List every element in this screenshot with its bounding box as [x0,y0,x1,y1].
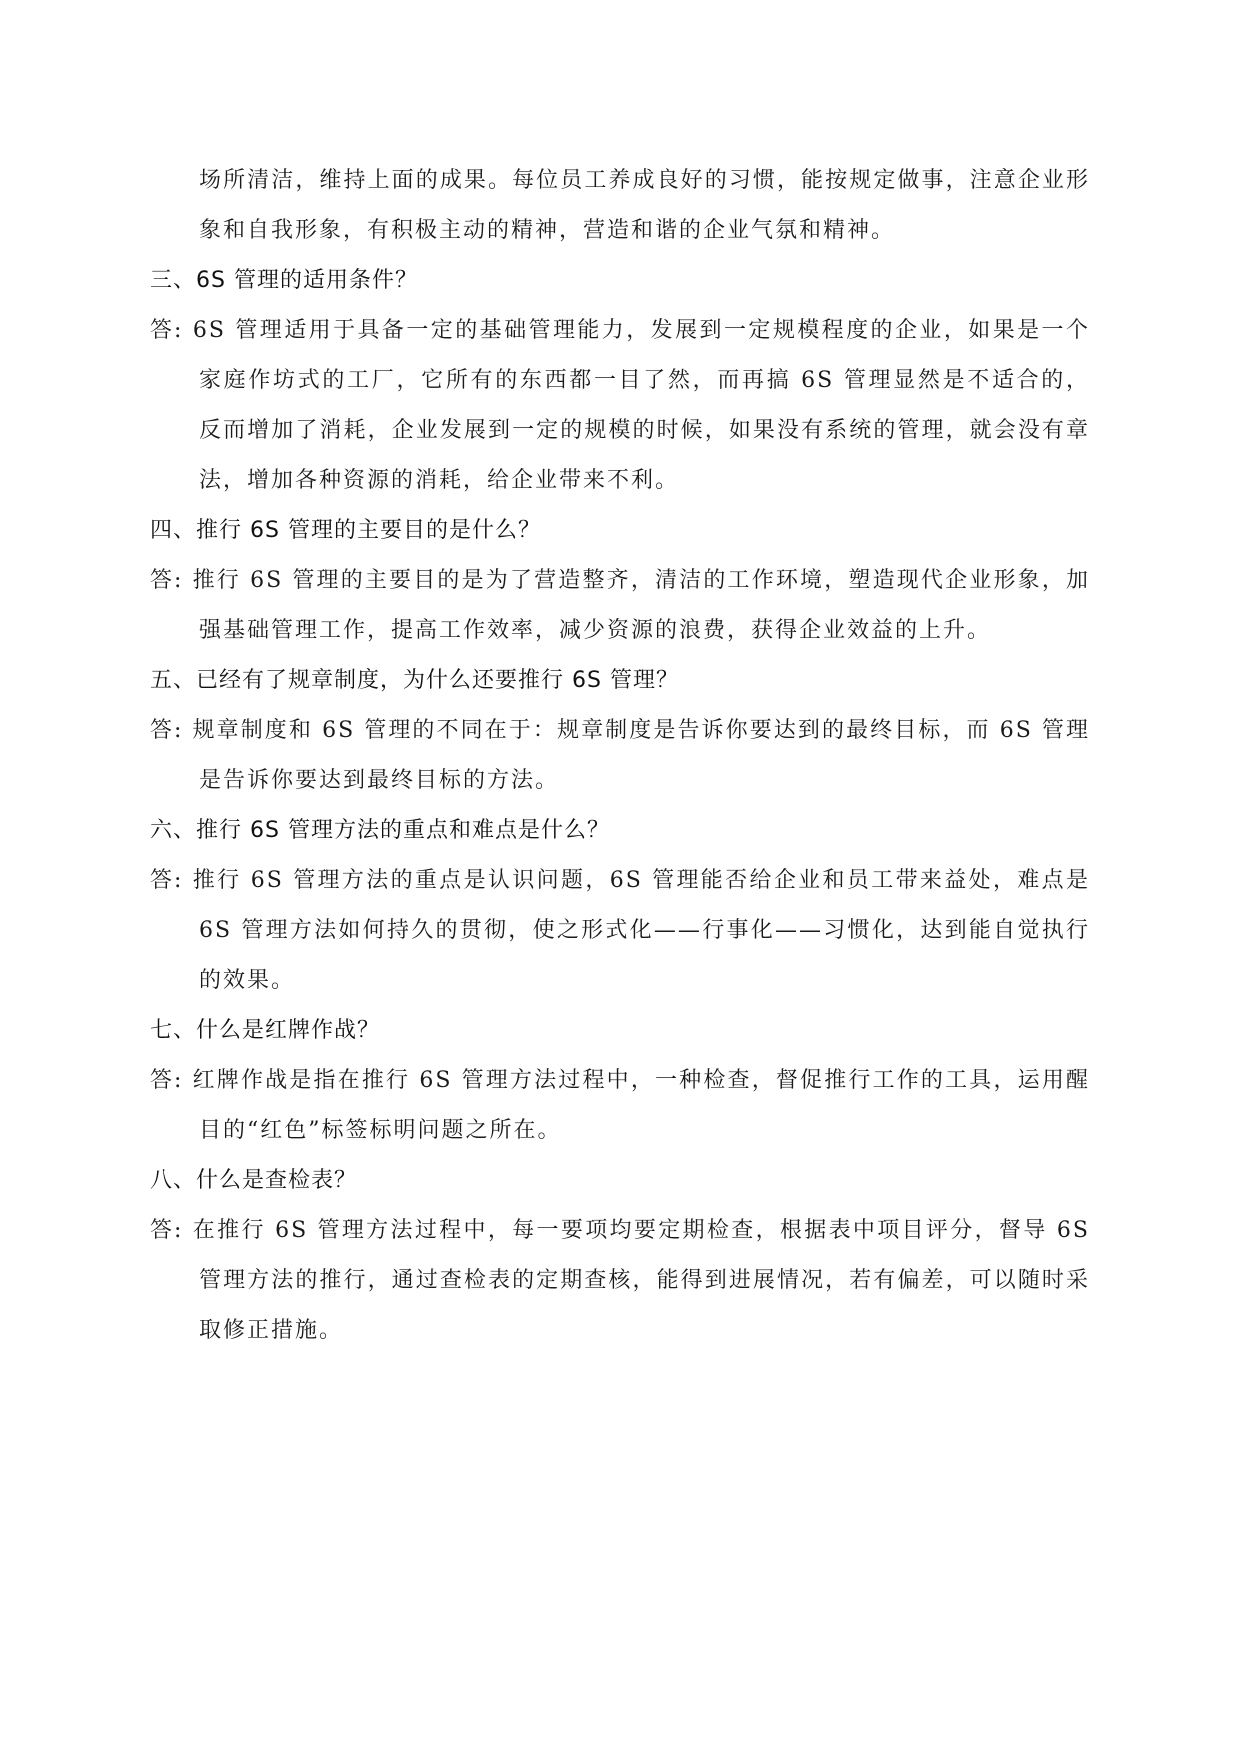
answer-label: 答: [150,718,184,743]
answer-paragraph-4 [150,556,1090,656]
answer-paragraph-6 [150,856,1090,1006]
question-heading-8: 八、什么是查检表？ [150,1168,358,1193]
question-heading-7: 七、什么是红牌作战？ [150,1018,381,1043]
question-heading-5: 五、已经有了规章制度，为什么还要推行 6S 管理？ [150,668,679,693]
answer-text: 红牌作战是指在推行 6S 管理方法过程中，一种检查，督促推行工作的工具，运用醒目的“红色”标签标明问题之所在。 [192,1068,1090,1143]
answer-paragraph-3 [150,306,1090,506]
answer-label: 答: [150,1218,184,1243]
answer-text: 推行 6S 管理的主要目的是为了营造整齐，清洁的工作环境，塑造现代企业形象，加强基础管理工作，提高工作效率，减少资源的浪费，获得企业效益的上升。 [192,568,1090,643]
answer-text: 在推行 6S 管理方法过程中，每一要项均要定期检查，根据表中项目评分，督导 6S 管理方法的推行，通过查检表的定期查核，能得到进展情况，若有偏差，可以随时采取修正措施。 [192,1218,1091,1343]
answer-paragraph-8 [150,1206,1090,1356]
answer-label: 答: [150,318,184,343]
question-heading-4: 四、推行 6S 管理的主要目的是什么？ [150,518,541,543]
continued-paragraph: 场所清洁，维持上面的成果。每位员工养成良好的习惯，能按规定做事，注意企业形象和自我形象，有积极主动的精神，营造和谐的企业气氛和精神。 [199,168,1090,243]
answer-text: 规章制度和 6S 管理的不同在于：规章制度是告诉你要达到的最终目标，而 6S 管理是告诉你要达到最终目标的方法。 [192,718,1090,793]
question-heading-6: 六、推行 6S 管理方法的重点和难点是什么？ [150,818,610,843]
question-heading-3: 三、6S 管理的适用条件？ [150,268,418,293]
document-body [150,156,1090,1356]
answer-label: 答: [150,868,184,893]
answer-text: 推行 6S 管理方法的重点是认识问题，6S 管理能否给企业和员工带来益处，难点是 6S 管理方法如何持久的贯彻，使之形式化——行事化——习惯化，达到能自觉执行的效果。 [192,868,1090,993]
answer-text: 6S 管理适用于具备一定的基础管理能力，发展到一定规模程度的企业，如果是一个家庭作坊式的工厂，它所有的东西都一目了然，而再搞 6S 管理显然是不适合的，反而增加了消耗，企业发展到一定的规模的时候，如果没有系统的管理，就会没有章法，增加各种资源的消耗，给企业带来不利。 [192,318,1090,493]
answer-label: 答: [150,568,184,593]
answer-label: 答: [150,1068,184,1093]
answer-paragraph-5 [150,706,1090,806]
answer-paragraph-7 [150,1056,1090,1156]
